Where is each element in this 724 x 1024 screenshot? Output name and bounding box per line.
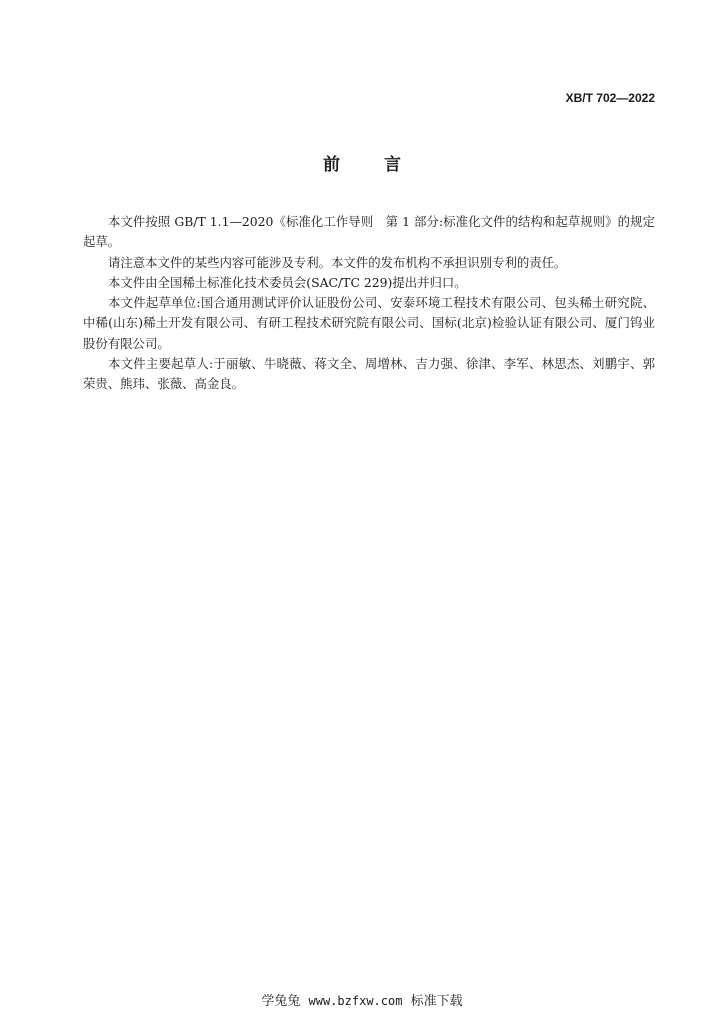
foreword-body (83, 212, 655, 395)
paragraph-drafting-rules: 本文件按照 GB/T 1.1—2020《标准化工作导则 第 1 部分:标准化文件的结构和起草规则》的规定起草。 (83, 214, 655, 250)
paragraph-main-drafters: 本文件主要起草人:于丽敏、牛晓薇、蒋文全、周增林、吉力强、徐津、李军、林思杰、刘鹏宇、郭荣贵、熊玮、张薇、高金良。 (83, 356, 655, 392)
page-title: 前言 (323, 155, 445, 175)
footer-url: www.bzfxw.com (308, 994, 403, 1008)
paragraph-drafting-units: 本文件起草单位:国合通用测试评价认证股份公司、安泰环境工程技术有限公司、包头稀土研究院、中稀(山东)稀土开发有限公司、有研工程技术研究院有限公司、国标(北京)检验认证有限公司、厦门钨业股份有限公司。 (83, 295, 655, 351)
footer-label: 标准下载 (410, 994, 463, 1009)
paragraph-proposer: 本文件由全国稀土标准化技术委员会(SAC/TC 229)提出并归口。 (108, 274, 467, 290)
page-footer (0, 992, 724, 1011)
standard-code: XB/T 702—2022 (565, 91, 655, 105)
footer-brand: 学兔兔 (261, 994, 301, 1009)
paragraph-patent-notice: 请注意本文件的某些内容可能涉及专利。本文件的发布机构不承担识别专利的责任。 (108, 254, 567, 270)
